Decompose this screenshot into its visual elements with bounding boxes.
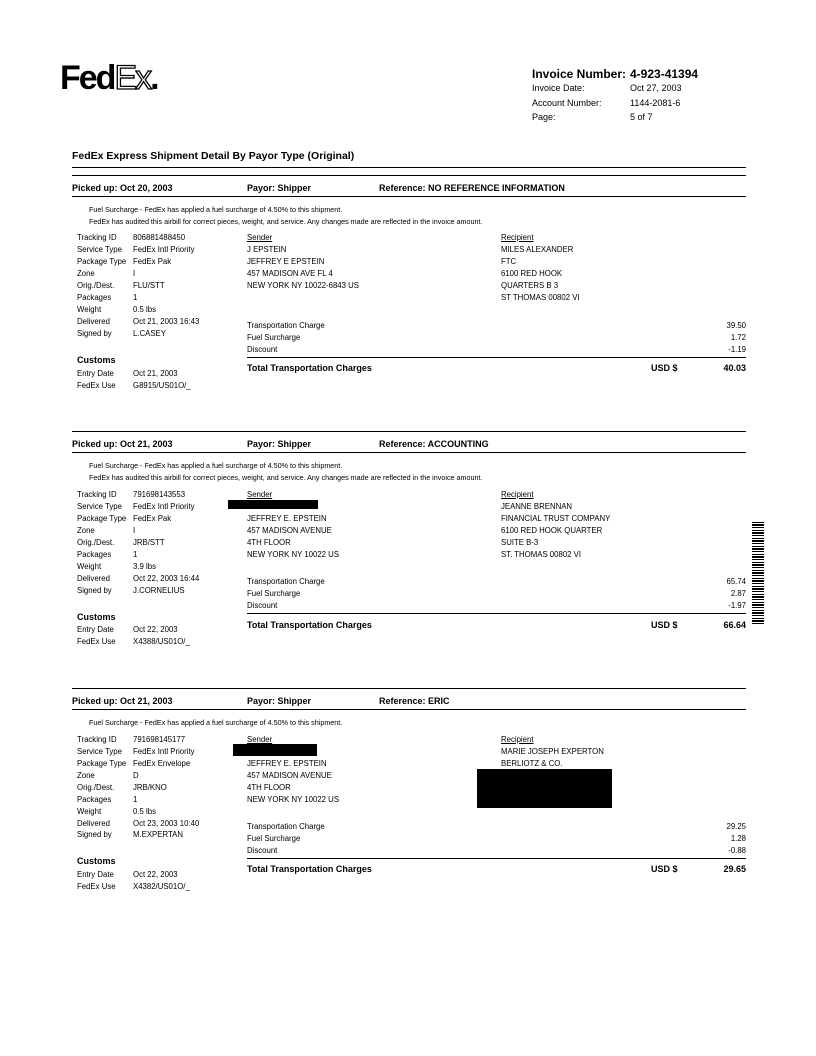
- label-total-charges: Total Transportation Charges: [247, 620, 372, 630]
- page-number: 5 of 7: [630, 112, 653, 122]
- label-packages: Packages: [77, 795, 112, 804]
- shipment-2-total-rule: [247, 613, 746, 614]
- shipment-3-service-type: FedEx Intl Priority: [133, 747, 195, 756]
- label-zone: Zone: [77, 269, 95, 278]
- account-number-label: Account Number:: [532, 98, 602, 108]
- account-number: 1144-2081-6: [630, 98, 681, 108]
- shipment-2-entry-date: Oct 22, 2003: [133, 625, 178, 634]
- redaction-block: [477, 769, 612, 808]
- label-packages: Packages: [77, 293, 112, 302]
- shipment-2-recipient-line: SUITE B-3: [501, 538, 539, 547]
- label-delivered: Delivered: [77, 574, 110, 583]
- shipment-1-package-type: FedEx Pak: [133, 257, 172, 266]
- shipment-2-signed-by: J.CORNELIUS: [133, 586, 185, 595]
- shipment-3-total: 29.65: [723, 864, 746, 874]
- shipment-1-recipient-line: MILES ALEXANDER: [501, 245, 574, 254]
- shipment-1-weight: 0.5 lbs: [133, 305, 156, 314]
- shipment-1-delivered: Oct 21, 2003 16:43: [133, 317, 200, 326]
- shipment-1-note-fuel: Fuel Surcharge - FedEx has applied a fuel surcharge of 4.50% to this shipment.: [89, 205, 343, 214]
- shipment-3-transportation-charge: 29.25: [726, 822, 746, 831]
- label-zone: Zone: [77, 526, 95, 535]
- shipment-1-sender-line: 457 MADISON AVE FL 4: [247, 269, 333, 278]
- label-orig-dest: Orig./Dest.: [77, 783, 115, 792]
- shipment-1-tracking-id: 806881488450: [133, 233, 186, 242]
- shipment-1-fuel-surcharge: 1.72: [730, 333, 746, 342]
- shipment-1-orig-dest: FLU/STT: [133, 281, 165, 290]
- shipment-3-sender-label: Sender: [247, 735, 273, 744]
- label-transportation-charge: Transportation Charge: [247, 321, 325, 330]
- shipment-2-header-rule: [72, 452, 746, 453]
- shipment-1-sender-label: Sender: [247, 233, 273, 242]
- currency-label: USD $: [651, 363, 678, 373]
- shipment-1-total-rule: [247, 357, 746, 358]
- fedex-logo: [60, 60, 158, 96]
- shipment-1-entry-date: Oct 21, 2003: [133, 369, 178, 378]
- label-total-charges: Total Transportation Charges: [247, 363, 372, 373]
- shipment-2-recipient-line: FINANCIAL TRUST COMPANY: [501, 514, 611, 523]
- label-transportation-charge: Transportation Charge: [247, 822, 325, 831]
- shipment-3-sender-line: 457 MADISON AVENUE: [247, 771, 332, 780]
- shipment-3-orig-dest: JRB/KNO: [133, 783, 167, 792]
- shipment-3-top-rule: [72, 688, 746, 689]
- label-transportation-charge: Transportation Charge: [247, 577, 325, 586]
- shipment-2-transportation-charge: 65.74: [726, 577, 746, 586]
- shipment-3-signed-by: M.EXPERTAN: [133, 830, 183, 839]
- shipment-3-sender-line: JEFFREY E. EPSTEIN: [247, 759, 327, 768]
- shipment-1-sender-line: J EPSTEIN: [247, 245, 287, 254]
- shipment-2-tracking-id: 791698143553: [133, 490, 186, 499]
- shipment-2-recipient-line: JEANNE BRENNAN: [501, 502, 573, 511]
- shipment-2-sender-label: Sender: [247, 490, 273, 499]
- shipment-1-recipient-line: 6100 RED HOOK: [501, 269, 563, 278]
- shipment-1-sender-line: NEW YORK NY 10022-6843 US: [247, 281, 359, 290]
- label-service-type: Service Type: [77, 245, 122, 254]
- shipment-3-reference: Reference: ERIC: [379, 696, 450, 706]
- page-label: Page:: [532, 112, 556, 122]
- shipment-2-note-fuel: Fuel Surcharge - FedEx has applied a fuel surcharge of 4.50% to this shipment.: [89, 461, 343, 470]
- shipment-1-total: 40.03: [723, 363, 746, 373]
- invoice-number-label: Invoice Number:: [532, 67, 627, 81]
- logo-ex: Ex: [114, 59, 151, 97]
- shipment-2-weight: 3.9 lbs: [133, 562, 156, 571]
- label-service-type: Service Type: [77, 502, 122, 511]
- label-signed-by: Signed by: [77, 586, 112, 595]
- label-weight: Weight: [77, 807, 102, 816]
- page-title: FedEx Express Shipment Detail By Payor Type (Original): [72, 150, 355, 162]
- shipment-3-recipient-line: BERLIOTZ & CO.: [501, 759, 563, 768]
- shipment-1-recipient-line: QUARTERS B 3: [501, 281, 559, 290]
- label-service-type: Service Type: [77, 747, 122, 756]
- shipment-3-fedex-use: X4382/US01O/_: [133, 882, 190, 891]
- shipment-3-discount: -0.88: [728, 846, 746, 855]
- label-fuel-surcharge: Fuel Surcharge: [247, 589, 301, 598]
- title-divider: [72, 167, 746, 168]
- shipment-1-discount: -1.19: [728, 345, 746, 354]
- shipment-3-total-rule: [247, 858, 746, 859]
- shipment-3-sender-line: 4TH FLOOR: [247, 783, 291, 792]
- shipment-2-package-type: FedEx Pak: [133, 514, 172, 523]
- shipment-2-sender-line: JEFFREY E. EPSTEIN: [247, 514, 327, 523]
- label-fedex-use: FedEx Use: [77, 381, 116, 390]
- label-tracking-id: Tracking ID: [77, 490, 117, 499]
- shipment-1-reference: Reference: NO REFERENCE INFORMATION: [379, 183, 565, 193]
- shipment-2-sender-line: 4TH FLOOR: [247, 538, 291, 547]
- label-delivered: Delivered: [77, 819, 110, 828]
- label-total-charges: Total Transportation Charges: [247, 864, 372, 874]
- shipment-2-picked-up: Picked up: Oct 21, 2003: [72, 439, 173, 449]
- shipment-2-payor: Payor: Shipper: [247, 439, 312, 449]
- shipment-3-packages: 1: [133, 795, 138, 804]
- label-tracking-id: Tracking ID: [77, 735, 117, 744]
- shipment-2-note-audit: FedEx has audited this airbill for correct pieces, weight, and service. Any changes made are reflected in the invoice amount.: [89, 473, 483, 482]
- shipment-1-picked-up: Picked up: Oct 20, 2003: [72, 183, 173, 193]
- shipment-2-fedex-use: X4388/US01O/_: [133, 637, 190, 646]
- shipment-3-sender-line: NEW YORK NY 10022 US: [247, 795, 340, 804]
- shipment-3-package-type: FedEx Envelope: [133, 759, 191, 768]
- shipment-1-recipient-label: Recipient: [501, 233, 534, 242]
- shipment-2-service-type: FedEx Intl Priority: [133, 502, 195, 511]
- label-customs: Customs: [77, 612, 116, 622]
- shipment-1-transportation-charge: 39.50: [726, 321, 746, 330]
- shipment-2-fuel-surcharge: 2.87: [730, 589, 746, 598]
- label-orig-dest: Orig./Dest.: [77, 538, 115, 547]
- label-fedex-use: FedEx Use: [77, 637, 116, 646]
- shipment-2-orig-dest: JRB/STT: [133, 538, 165, 547]
- shipment-2-sender-line: 457 MADISON AVENUE: [247, 526, 332, 535]
- invoice-date-label: Invoice Date:: [532, 83, 585, 93]
- shipment-1-recipient-line: ST THOMAS 00802 VI: [501, 293, 580, 302]
- label-customs: Customs: [77, 856, 116, 866]
- shipment-2-discount: -1.97: [728, 601, 746, 610]
- shipment-1-packages: 1: [133, 293, 138, 302]
- label-discount: Discount: [247, 345, 278, 354]
- label-tracking-id: Tracking ID: [77, 233, 117, 242]
- shipment-1-zone: I: [133, 269, 136, 278]
- shipment-1-fedex-use: G8915/US01O/_: [133, 381, 191, 390]
- invoice-date: Oct 27, 2003: [630, 83, 682, 93]
- shipment-1-note-audit: FedEx has audited this airbill for correct pieces, weight, and service. Any changes made are reflected in the invoice amount.: [89, 217, 483, 226]
- label-signed-by: Signed by: [77, 329, 112, 338]
- shipment-3-recipient-label: Recipient: [501, 735, 534, 744]
- label-fuel-surcharge: Fuel Surcharge: [247, 834, 301, 843]
- label-weight: Weight: [77, 562, 102, 571]
- shipment-2-recipient-line: ST. THOMAS 00802 VI: [501, 550, 582, 559]
- label-discount: Discount: [247, 601, 278, 610]
- shipment-3-header-rule: [72, 709, 746, 710]
- shipment-2-recipient-label: Recipient: [501, 490, 534, 499]
- label-fuel-surcharge: Fuel Surcharge: [247, 333, 301, 342]
- shipment-3-zone: D: [133, 771, 139, 780]
- shipment-3-payor: Payor: Shipper: [247, 696, 312, 706]
- label-orig-dest: Orig./Dest.: [77, 281, 115, 290]
- shipment-2-top-rule: [72, 431, 746, 432]
- currency-label: USD $: [651, 620, 678, 630]
- barcode: [752, 522, 764, 624]
- redaction-bar: [233, 744, 317, 756]
- shipment-3-recipient-line: MARIE JOSEPH EXPERTON: [501, 747, 604, 756]
- label-package-type: Package Type: [77, 514, 127, 523]
- shipment-3-tracking-id: 791698145177: [133, 735, 186, 744]
- label-customs: Customs: [77, 355, 116, 365]
- logo-dot: .: [150, 59, 158, 97]
- shipment-1-payor: Payor: Shipper: [247, 183, 312, 193]
- label-entry-date: Entry Date: [77, 369, 114, 378]
- label-package-type: Package Type: [77, 759, 127, 768]
- shipment-1-recipient-line: FTC: [501, 257, 517, 266]
- logo-fed: Fed: [60, 59, 115, 97]
- shipment-3-entry-date: Oct 22, 2003: [133, 870, 178, 879]
- shipment-1-service-type: FedEx Intl Priority: [133, 245, 195, 254]
- label-packages: Packages: [77, 550, 112, 559]
- shipment-1-header-rule: [72, 196, 746, 197]
- invoice-number: 4-923-41394: [630, 67, 699, 81]
- shipment-3-picked-up: Picked up: Oct 21, 2003: [72, 696, 173, 706]
- label-fedex-use: FedEx Use: [77, 882, 116, 891]
- shipment-3-note-fuel: Fuel Surcharge - FedEx has applied a fuel surcharge of 4.50% to this shipment.: [89, 718, 343, 727]
- shipment-1-signed-by: L.CASEY: [133, 329, 166, 338]
- shipment-3-weight: 0.5 lbs: [133, 807, 156, 816]
- label-entry-date: Entry Date: [77, 625, 114, 634]
- label-delivered: Delivered: [77, 317, 110, 326]
- shipment-2-packages: 1: [133, 550, 138, 559]
- shipment-3-delivered: Oct 23, 2003 10:40: [133, 819, 200, 828]
- label-zone: Zone: [77, 771, 95, 780]
- currency-label: USD $: [651, 864, 678, 874]
- shipment-2-sender-line: NEW YORK NY 10022 US: [247, 550, 340, 559]
- shipment-2-zone: I: [133, 526, 136, 535]
- shipment-3-fuel-surcharge: 1.28: [730, 834, 746, 843]
- label-discount: Discount: [247, 846, 278, 855]
- shipment-2-reference: Reference: ACCOUNTING: [379, 439, 489, 449]
- redaction-bar: [228, 500, 318, 509]
- shipment-2-total: 66.64: [723, 620, 746, 630]
- shipment-1-sender-line: JEFFREY E EPSTEIN: [247, 257, 325, 266]
- label-signed-by: Signed by: [77, 830, 112, 839]
- shipment-1-top-rule: [72, 175, 746, 176]
- label-package-type: Package Type: [77, 257, 127, 266]
- shipment-2-recipient-line: 6100 RED HOOK QUARTER: [501, 526, 603, 535]
- shipment-2-delivered: Oct 22, 2003 16:44: [133, 574, 200, 583]
- label-weight: Weight: [77, 305, 102, 314]
- label-entry-date: Entry Date: [77, 870, 114, 879]
